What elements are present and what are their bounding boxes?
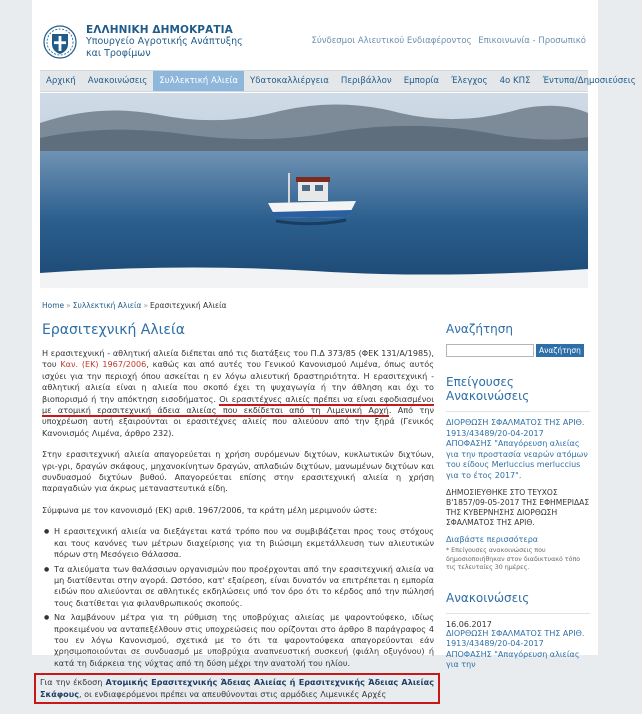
fishing-boat-image (40, 93, 588, 288)
regulation-list (42, 526, 434, 669)
announcement-item (446, 418, 590, 481)
search-title: Αναζήτηση (446, 322, 513, 336)
box-text-2: , οι ενδιαφερόμενοι πρέπει να απευθύνονται στις αρμόδιες Λιμενικές Αρχές (79, 688, 387, 699)
page-container (32, 0, 636, 699)
intro-text-3: . Από την υποχρέωση αυτή εξαιρούνται οι ερασιτέχνες αλιείς που αλιεύουν από την ξηρά (Γενικός Κανονισμός Λιμένα, άρθρο 232). (42, 405, 434, 438)
sidebar (446, 322, 590, 678)
announcement-link[interactable]: ΔΙΟΡΘΩΣΗ ΣΦΑΛΜΑΤΟΣ ΤΗΣ ΑΡΙΘ. 1913/43489/20-04-2017 ΑΠΟΦΑΣΗΣ "Απαγόρευση αλιείας για την (446, 628, 585, 669)
page-title: Ερασιτεχνική Αλιεία (42, 322, 185, 338)
greek-emblem-icon[interactable] (42, 24, 78, 60)
read-more-link[interactable]: Διαβάστε περισσότερα (446, 535, 539, 544)
list-item: ● Τα αλιεύματα των θαλάσσιων οργανισμών που προέρχονται από την ερασιτεχνική αλιεία να μη διατίθενται στην αγορά. Ωστόσο, κατ' εξαίρεση, είναι δυνατόν να επιτρέπεται η εμπορία ειδών που αλιεύονται σε αθλητικές εκδηλώσεις υπό τον όρο ότι το κέρδος από την πώλησή τους διατίθεται για φιλανθρωπικούς σκοπούς. (42, 564, 434, 610)
search-button[interactable]: Αναζήτηση (536, 344, 584, 357)
nav-item-aquaculture[interactable]: Υδατοκαλλιέργεια (250, 76, 329, 86)
license-types-text: Ατομικής Ερασιτεχνικής Άδειας Αλιείας ή Ερασιτεχνικής Άδειας Αλιείας Σκάφους (40, 677, 434, 699)
nav-item-trade[interactable]: Εμπορία (403, 76, 440, 86)
list-item: ● Η ερασιτεχνική αλιεία να διεξάγεται κατά τρόπο που να συμβιβάζεται προς τους στόχους και τους κανόνες των μέτρων διαχείρισης για τη βιώσιμη εκμετάλλευση των αλιευτικών πόρων στη Μεσόγειο Θάλασσα. (42, 526, 434, 560)
nav-item-control[interactable]: Έλεγχος (451, 76, 488, 86)
divider (446, 613, 590, 614)
announcement-item (446, 620, 590, 671)
regulation-paragraph: Σύμφωνα με τον κανονισμό (ΕΚ) αριθ. 1967/2006, τα κράτη μέλη μεριμνούν ώστε: (42, 504, 378, 515)
prohibited-gear-paragraph: Στην ερασιτεχνική αλιεία απαγορεύεται η χρήση συρόμενων διχτύων, κυκλωτικών διχτύων, γρι-γρι, δραγών σκάφους, μηχανοκίνητων δραγών, απλαδιών διχτύων, μανωμένων διχτύων και συνδυασμού διχτύων βυθού. Απαγορεύεται επίσης στην ερασιτεχνική αλιεία η χρήση παραγαδιών για άκρως μεταναστευτικά είδη. (42, 449, 434, 494)
ministry-line-3: και Τροφίμων (86, 48, 151, 59)
nav-item-4th-kps[interactable]: 4ο ΚΠΣ (499, 76, 531, 86)
nav-item-home[interactable]: Αρχική (46, 76, 76, 86)
top-links (307, 36, 586, 46)
site-header (32, 0, 598, 66)
breadcrumb-collective-fishing[interactable]: Συλλεκτική Αλιεία (72, 301, 142, 310)
breadcrumb: Home » Συλλεκτική Αλιεία » Ερασιτεχνική Αλιεία (42, 301, 227, 310)
nav-item-forms-publications[interactable]: Έντυπα/Δημοσιεύσεις (542, 76, 636, 86)
ministry-name[interactable] (86, 24, 243, 60)
urgent-announcements-title: Επείγουσες Ανακοινώσεις (446, 375, 530, 403)
ministry-line-1: ΕΛΛΗΝΙΚΗ ΔΗΜΟΚΡΑΤΙΑ (86, 24, 233, 36)
breadcrumb-home[interactable]: Home (42, 301, 65, 310)
search-input[interactable] (446, 344, 534, 357)
announcement-item (446, 488, 590, 528)
main-nav (40, 70, 636, 92)
regulation-link[interactable]: Καν. (ΕΚ) 1967/2006 (60, 359, 147, 370)
announcement-link[interactable]: ΔΙΟΡΘΩΣΗ ΣΦΑΛΜΑΤΟΣ ΤΗΣ ΑΡΙΘ. 1913/43489/20-04-2017 ΑΠΟΦΑΣΗΣ "Απαγόρευση αλιείας για την προστασία νεαρών ατόμων του είδους Merluccius merluccius για το έτος 2017". (446, 418, 588, 480)
box-text-1: Για την έκδοση (40, 677, 106, 688)
top-link-contact[interactable]: Επικοινωνία - Προσωπικό (478, 36, 586, 46)
announcements-note: * Επείγουσες ανακοινώσεις που δημοσιοποιήθηκαν στον διαδικτυακό τόπο τις τελευταίες 30 ημέρες. (446, 547, 581, 571)
search-form (446, 344, 590, 357)
top-link-fishing-links[interactable]: Σύνδεσμοι Αλιευτικού Ενδιαφέροντος (311, 36, 472, 46)
divider (446, 411, 590, 412)
announcement-link[interactable]: ΔΗΜΟΣΙΕΥΘΗΚΕ ΣΤΟ ΤΕΥΧΟΣ Β'1857/09-05-2017 ΤΗΣ ΕΦΗΜΕΡΙΔΑΣ ΤΗΣ ΚΥΒΕΡΝΗΣΗΣ ΔΙΟΡΘΩΣΗ ΣΦΑΛΜΑΤΟΣ ΤΗΣ ΑΡΙΘ. (446, 488, 590, 527)
ministry-line-2: Υπουργείο Αγροτικής Ανάπτυξης (86, 36, 243, 47)
intro-text-1: Η ερασιτεχνική - αθλητική αλιεία διέπεται από τις διατάξεις του Π.Δ 373/85 (ΦΕΚ 131/Α/1985), του (42, 348, 434, 370)
nav-item-collective-fishing[interactable]: Συλλεκτική Αλιεία (153, 71, 244, 91)
nav-item-environment[interactable]: Περιβάλλον (340, 76, 392, 86)
hero-image (40, 93, 588, 288)
intro-text-2: , καθώς και από αυτές του Γενικού Κανονισμού Λιμένα, όπως αυτός ισχύει για την περιοχή όπου ασκείται η εν λόγω αλιευτική δραστηριότητα. Η ερασιτεχνική - αθλητική αλιεία είναι η αλιεία που σκοπό έχει τη ψυχαγωγία ή την άθληση και όχι το βιοπορισμό ή την απόκτηση εισοδήματος. (42, 359, 434, 404)
nav-item-announcements[interactable]: Ανακοινώσεις (87, 76, 148, 86)
breadcrumb-current: Ερασιτεχνική Αλιεία (150, 301, 227, 310)
license-requirement-text: Οι ερασιτέχνες αλιείς πρέπει να είναι εφοδιασμένοι με ατομική ερασιτεχνική άδεια αλιείας που εκδίδεται από τη Λιμενική Αρχή (42, 393, 434, 416)
announcements-title: Ανακοινώσεις (446, 590, 530, 605)
announcement-date: 16.06.2017 (446, 619, 492, 629)
license-issuance-box (34, 673, 440, 704)
list-item: ● Να λαμβάνουν μέτρα για τη ρύθμιση της υποβρύχιας αλιείας με ψαροντούφεκο, ιδίως προκειμένου να ανταπεξέλθουν στις υποχρεώσεις που ορίζονται στο άρθρο 8 παράγραφος 4 του εν λόγω Κανονισμού, σχετικά με το ότι τα ψαροντούφεκα απαγορεύονται εάν χρησιμοποιούνται σε συνδυασμό με υποβρύχια αναπνευστική συσκευή (φιάλη οξυγόνου) ή κατά τη διάρκεια της νύχτας από τη δύση μέχρι την ανατολή του ηλίου. (42, 612, 434, 669)
main-content (42, 322, 434, 714)
intro-paragraph (42, 348, 434, 439)
